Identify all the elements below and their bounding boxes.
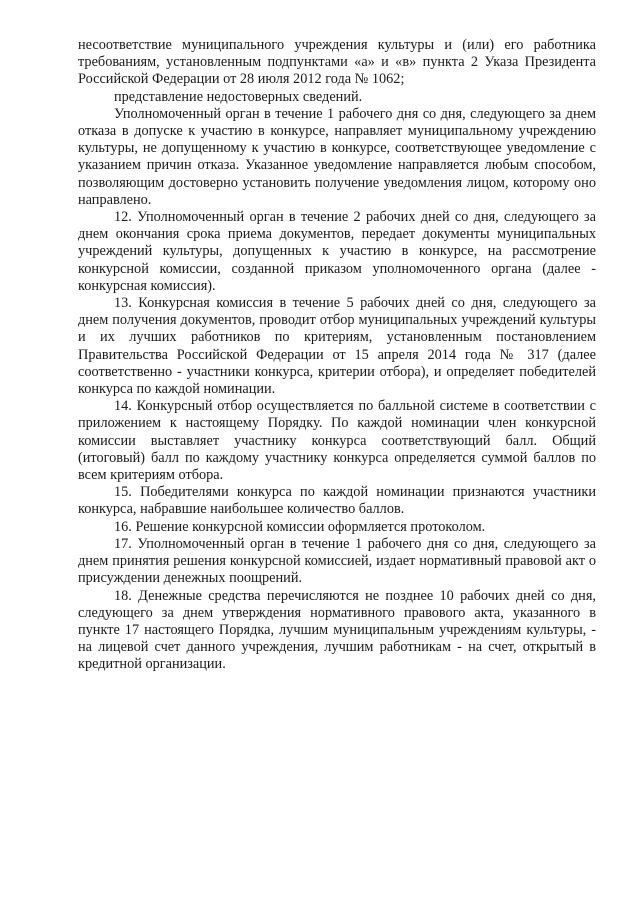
paragraph-continuation: несоответствие муниципального учреждения культуры и (или) его работника требованиям, установленным подпунктами «а» и «в» пункта 2 Указа Президента Российской Федерации от 28 июля 2012 года № 1062; [78,37,596,88]
paragraph-false-info: представление недостоверных сведений. [114,88,363,105]
paragraph-refusal-notice: Уполномоченный орган в течение 1 рабочего дня со дня, следующего за днем отказа в допуске к участию в конкурсе, направляет муниципальному учреждению культуры, не допущенному к участию в конкурсе, соответствующее уведомление с указанием причин отказа. Указанное уведомление направляется любым способом, позволяющим достоверно установить получение уведомления лицом, которому оно направлено. [78,105,596,208]
paragraph-13: 13. Конкурсная комиссия в течение 5 рабочих дней со дня, следующего за днем получения документов, проводит отбор муниципальных учреждений культуры и их лучших работников по критериям, установленным постановлением Правительства Российской Федерации от 15 апреля 2014 года № 317 (далее соответственно - участники конкурса, критерии отбора), и определяет победителей конкурса по каждой номинации. [78,295,596,398]
paragraph-14: 14. Конкурсный отбор осуществляется по балльной системе в соответствии с приложением к настоящему Порядку. По каждой номинации член конкурсной комиссии выставляет участнику конкурса соответствующий балл. Общий (итоговый) балл по каждому участнику конкурса определяется суммой баллов по всем критериям отбора. [78,398,596,484]
paragraph-12: 12. Уполномоченный орган в течение 2 рабочих дней со дня, следующего за днем окончания срока приема документов, передает документы муниципальных учреждений культуры, допущенных к участию в конкурсе, на рассмотрение конкурсной комиссии, созданной приказом уполномоченного органа (далее - конкурсная комиссия). [78,209,596,294]
paragraph-15: 15. Победителями конкурса по каждой номинации признаются участники конкурса, набравшие наибольшее количество баллов. [78,484,596,518]
paragraph-17: 17. Уполномоченный орган в течение 1 рабочего дня со дня, следующего за днем принятия решения конкурсной комиссией, издает нормативный правовой акт о присуждении денежных поощрений. [78,535,596,587]
document-page [78,37,596,674]
paragraph-16: 16. Решение конкурсной комиссии оформляется протоколом. [114,518,486,535]
paragraph-18: 18. Денежные средства перечисляются не позднее 10 рабочих дней со дня, следующего за днем утверждения нормативного правового акта, указанного в пункте 17 настоящего Порядка, лучшим муниципальным учреждениям культуры, - на лицевой счет данного учреждения, лучшим работникам - на счет, открытый в кредитной организации. [78,587,596,673]
